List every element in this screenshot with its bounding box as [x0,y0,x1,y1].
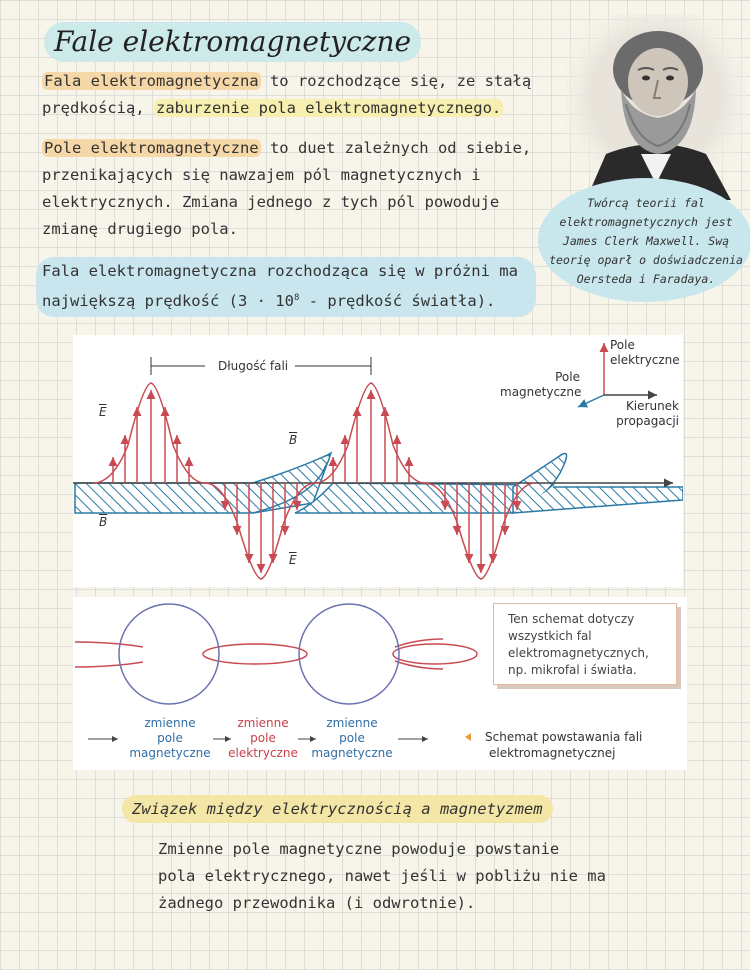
caption-line: Twórcą teorii fal [587,196,705,210]
text: elektrycznych. Zmiana jednego z tych pól powoduje [42,193,500,211]
schema-label-magnetic-2 [307,716,397,761]
text: pole [339,731,365,745]
text: Schemat powstawania fali [485,730,643,744]
term-em-wave: Fala elektromagnetyczna [44,72,259,90]
page-title: Fale elektromagnetyczne [44,22,421,62]
caption-line: James Clerk Maxwell. Swą [562,234,730,248]
caption-line: teorię oparł o doświadczenia [549,253,743,267]
axis-magnetic-label [500,370,580,400]
em-wave-svg [73,335,683,587]
schema-caption-2 [489,746,689,761]
caption-line: Oersteda i Faradaya. [576,272,716,286]
text: magnetyczne [311,746,393,760]
highlight-disturbance: zaburzenie pola elektromagnetycznego. [155,99,502,117]
term-em-field: Pole elektromagnetyczne [44,139,259,157]
schema-caption [485,730,685,745]
text: Pole [555,370,580,384]
electric-field-lines [75,639,477,669]
text: Zmienne pole magnetyczne powoduje powstanie [158,840,560,858]
section-body [158,836,658,917]
axis-electric-label [610,338,680,368]
paragraph-definition-field [42,135,562,243]
text: zmienne [237,716,289,730]
schema-label-magnetic-1 [125,716,215,761]
text: pole [250,731,276,745]
text: elektryczne [228,746,298,760]
em-wave-diagram [73,335,683,587]
text: żadnego przewodnika (i odwrotnie). [158,894,476,912]
caption-pointer-icon [465,733,471,741]
text: magnetyczne [129,746,211,760]
magnetic-field-loops [119,604,399,704]
maxwell-portrait [566,14,746,200]
axis-direction-label [611,399,679,429]
text: pole [157,731,183,745]
text: to duet zależnych od siebie, [260,139,532,157]
text: prędkością, [42,99,154,117]
text: - prędkość światła). [299,292,496,311]
exponent: 8 [293,293,300,303]
schema-note-box [493,603,677,685]
text: elektromagnetycznych, [508,646,649,660]
caption-line: elektromagnetycznych jest [559,215,733,229]
section-title: Związek między elektrycznością a magnetyzmem [122,795,553,823]
text: propagacji [616,414,679,428]
b-vector-label-mid: $\overline{B}$ [289,433,298,447]
paragraph-definition-wave [42,68,562,122]
text: Kierunek [625,399,679,413]
paragraph-speed [42,258,562,315]
text: to rozchodzące się, ze stałą [260,72,532,90]
e-vector-label-top: $\overline{E}$ [99,405,107,419]
text: Fala elektromagnetyczna rozchodząca się w próżni ma [42,262,518,280]
text: magnetyczne [500,385,582,399]
text: Ten schemat dotyczy [508,612,635,626]
wavelength-label: Długość fali [215,359,291,373]
text: np. mikrofal i światła. [508,663,637,677]
text: elektryczne [610,353,680,367]
text: zmienne [326,716,378,730]
text: wszystkich fal [508,629,592,643]
text: zmienne [144,716,196,730]
text: zmianę drugiego pola. [42,220,238,238]
text: przenikających się nawzajem pól magnetycznych i [42,166,481,184]
e-vector-label-bottom: $\overline{E}$ [289,553,297,567]
text: Pole [610,338,635,352]
maxwell-caption [544,194,748,289]
text: największą prędkość (3 · 10 [42,292,294,311]
schema-label-electric [223,716,303,761]
text: elektromagnetycznej [489,746,616,760]
text: pola elektrycznego, nawet jeśli w pobliżu nie ma [158,867,606,885]
b-vector-label-left: $\overline{B}$ [99,515,108,529]
